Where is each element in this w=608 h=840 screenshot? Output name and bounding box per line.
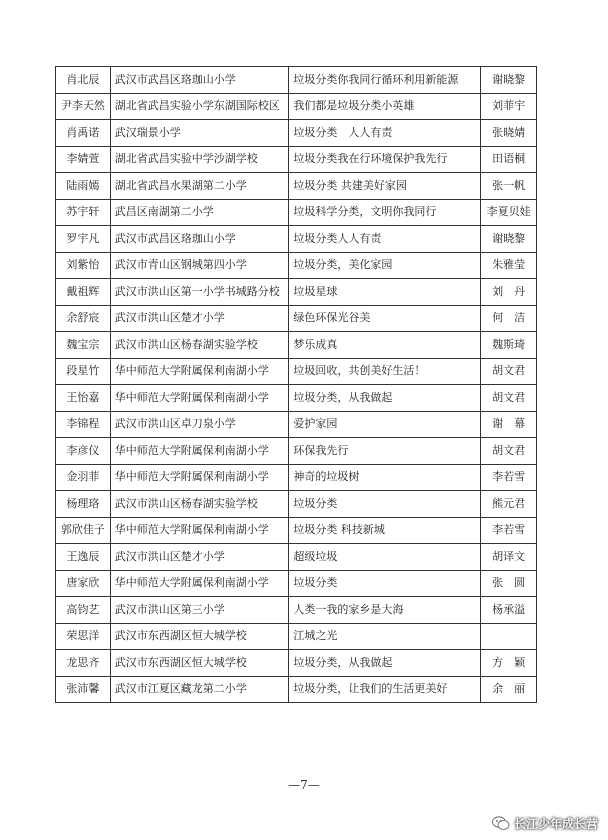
table-row <box>56 120 537 147</box>
table-row <box>56 279 537 306</box>
wechat-icon <box>492 816 510 831</box>
work-title-cell: 垃圾分类我在行环境保护我先行 <box>289 146 481 173</box>
awards-table-container <box>55 66 537 703</box>
table-row <box>56 252 537 279</box>
table-row <box>56 67 537 94</box>
work-title-cell: 垃圾分类，从我做起 <box>289 650 481 677</box>
awards-table <box>55 66 537 703</box>
work-title-cell: 绿色环保光谷美 <box>289 305 481 332</box>
table-row <box>56 332 537 359</box>
work-title-cell: 垃圾分类 科技新城 <box>289 517 481 544</box>
teacher-cell: 谢 幕 <box>481 411 537 438</box>
student-name-cell: 郭欣佳子 <box>56 517 111 544</box>
school-cell: 湖北省武昌水果湖第二小学 <box>110 173 289 200</box>
table-row <box>56 491 537 518</box>
work-title-cell: 垃圾分类 <box>289 570 481 597</box>
awards-table-body <box>56 67 537 703</box>
school-cell: 武汉市东西湖区恒大城学校 <box>110 650 289 677</box>
table-row <box>56 438 537 465</box>
teacher-cell: 胡译文 <box>481 544 537 571</box>
school-cell: 华中师范大学附属保利南湖小学 <box>110 464 289 491</box>
work-title-cell: 垃圾分类 人人有责 <box>289 120 481 147</box>
table-row <box>56 173 537 200</box>
school-cell: 华中师范大学附属保利南湖小学 <box>110 570 289 597</box>
work-title-cell: 我们都是垃圾分类小英雄 <box>289 93 481 120</box>
watermark <box>492 815 598 832</box>
teacher-cell: 谢晓黎 <box>481 67 537 94</box>
work-title-cell: 垃圾分类你我同行循环利用新能源 <box>289 67 481 94</box>
teacher-cell: 方 颖 <box>481 650 537 677</box>
school-cell: 华中师范大学附属保利南湖小学 <box>110 358 289 385</box>
teacher-cell: 胡文君 <box>481 385 537 412</box>
table-row <box>56 464 537 491</box>
table-row <box>56 93 537 120</box>
work-title-cell: 垃圾星球 <box>289 279 481 306</box>
table-row <box>56 199 537 226</box>
teacher-cell: 刘菲宇 <box>481 93 537 120</box>
school-cell: 武汉市青山区钢城第四小学 <box>110 252 289 279</box>
teacher-cell: 魏斯琦 <box>481 332 537 359</box>
school-cell: 武汉市江夏区藏龙第二小学 <box>110 676 289 703</box>
school-cell: 武汉瑞景小学 <box>110 120 289 147</box>
teacher-cell: 刘 丹 <box>481 279 537 306</box>
student-name-cell: 张沛馨 <box>56 676 111 703</box>
school-cell: 武汉市武昌区珞珈山小学 <box>110 67 289 94</box>
work-title-cell: 垃圾分类人人有责 <box>289 226 481 253</box>
student-name-cell: 金羽菲 <box>56 464 111 491</box>
teacher-cell: 李若雪 <box>481 464 537 491</box>
teacher-cell: 张一帆 <box>481 173 537 200</box>
teacher-cell <box>481 623 537 650</box>
student-name-cell: 肖北辰 <box>56 67 111 94</box>
student-name-cell: 龙思齐 <box>56 650 111 677</box>
student-name-cell: 王逸辰 <box>56 544 111 571</box>
table-row <box>56 411 537 438</box>
school-cell: 武汉市洪山区楚才小学 <box>110 544 289 571</box>
table-row <box>56 544 537 571</box>
work-title-cell: 垃圾分类，让我们的生活更美好 <box>289 676 481 703</box>
work-title-cell: 环保我先行 <box>289 438 481 465</box>
teacher-cell: 胡文君 <box>481 358 537 385</box>
table-row <box>56 570 537 597</box>
student-name-cell: 陆雨嫣 <box>56 173 111 200</box>
work-title-cell: 江城之光 <box>289 623 481 650</box>
teacher-cell: 熊元君 <box>481 491 537 518</box>
table-row <box>56 676 537 703</box>
student-name-cell: 罗宇凡 <box>56 226 111 253</box>
school-cell: 武汉市洪山区杨春湖实验学校 <box>110 332 289 359</box>
student-name-cell: 荣思洋 <box>56 623 111 650</box>
student-name-cell: 苏宇轩 <box>56 199 111 226</box>
school-cell: 武汉市武昌区珞珈山小学 <box>110 226 289 253</box>
work-title-cell: 垃圾分类 <box>289 491 481 518</box>
work-title-cell: 人类一我的家乡是大海 <box>289 597 481 624</box>
school-cell: 湖北省武昌实验中学沙湖学校 <box>110 146 289 173</box>
work-title-cell: 垃圾分类 共建美好家园 <box>289 173 481 200</box>
work-title-cell: 神奇的垃圾树 <box>289 464 481 491</box>
student-name-cell: 杨理珞 <box>56 491 111 518</box>
school-cell: 武汉市洪山区第三小学 <box>110 597 289 624</box>
teacher-cell: 谢晓黎 <box>481 226 537 253</box>
school-cell: 华中师范大学附属保利南湖小学 <box>110 517 289 544</box>
school-cell: 武汉市东西湖区恒大城学校 <box>110 623 289 650</box>
student-name-cell: 王怡嘉 <box>56 385 111 412</box>
teacher-cell: 田语桐 <box>481 146 537 173</box>
student-name-cell: 李锦程 <box>56 411 111 438</box>
student-name-cell: 高钧艺 <box>56 597 111 624</box>
student-name-cell: 魏宝宗 <box>56 332 111 359</box>
watermark-text: 长江少年成长营 <box>513 817 598 831</box>
work-title-cell: 梦乐成真 <box>289 332 481 359</box>
school-cell: 武汉市洪山区杨春湖实验学校 <box>110 491 289 518</box>
school-cell: 武汉市洪山区第一小学书城路分校 <box>110 279 289 306</box>
work-title-cell: 垃圾分类，美化家园 <box>289 252 481 279</box>
school-cell: 武汉市洪山区卓刀泉小学 <box>110 411 289 438</box>
table-row <box>56 597 537 624</box>
table-row <box>56 226 537 253</box>
table-row <box>56 623 537 650</box>
teacher-cell: 何 洁 <box>481 305 537 332</box>
teacher-cell: 胡文君 <box>481 438 537 465</box>
work-title-cell: 垃圾回收，共创美好生活！ <box>289 358 481 385</box>
work-title-cell: 垃圾分类，从我做起 <box>289 385 481 412</box>
work-title-cell: 垃圾科学分类，文明你我同行 <box>289 199 481 226</box>
student-name-cell: 李彦仪 <box>56 438 111 465</box>
school-cell: 华中师范大学附属保利南湖小学 <box>110 438 289 465</box>
teacher-cell: 杨承溢 <box>481 597 537 624</box>
school-cell: 武汉市洪山区楚才小学 <box>110 305 289 332</box>
teacher-cell: 李夏贝娃 <box>481 199 537 226</box>
teacher-cell: 李若雪 <box>481 517 537 544</box>
school-cell: 武昌区南湖第二小学 <box>110 199 289 226</box>
student-name-cell: 余舒宸 <box>56 305 111 332</box>
teacher-cell: 张 圆 <box>481 570 537 597</box>
table-row <box>56 650 537 677</box>
student-name-cell: 肖禹诺 <box>56 120 111 147</box>
school-cell: 湖北省武昌实验小学东湖国际校区 <box>110 93 289 120</box>
student-name-cell: 段星竹 <box>56 358 111 385</box>
table-row <box>56 305 537 332</box>
school-cell: 华中师范大学附属保利南湖小学 <box>110 385 289 412</box>
student-name-cell: 刘紫怡 <box>56 252 111 279</box>
teacher-cell: 朱雅莹 <box>481 252 537 279</box>
teacher-cell: 余 丽 <box>481 676 537 703</box>
table-row <box>56 358 537 385</box>
page-number: —7— <box>288 778 320 792</box>
table-row <box>56 517 537 544</box>
table-row <box>56 385 537 412</box>
work-title-cell: 爱护家园 <box>289 411 481 438</box>
student-name-cell: 李婧萱 <box>56 146 111 173</box>
student-name-cell: 唐家欣 <box>56 570 111 597</box>
student-name-cell: 尹李天然 <box>56 93 111 120</box>
teacher-cell: 张晓婧 <box>481 120 537 147</box>
table-row <box>56 146 537 173</box>
work-title-cell: 超级垃圾 <box>289 544 481 571</box>
student-name-cell: 戴祖辉 <box>56 279 111 306</box>
